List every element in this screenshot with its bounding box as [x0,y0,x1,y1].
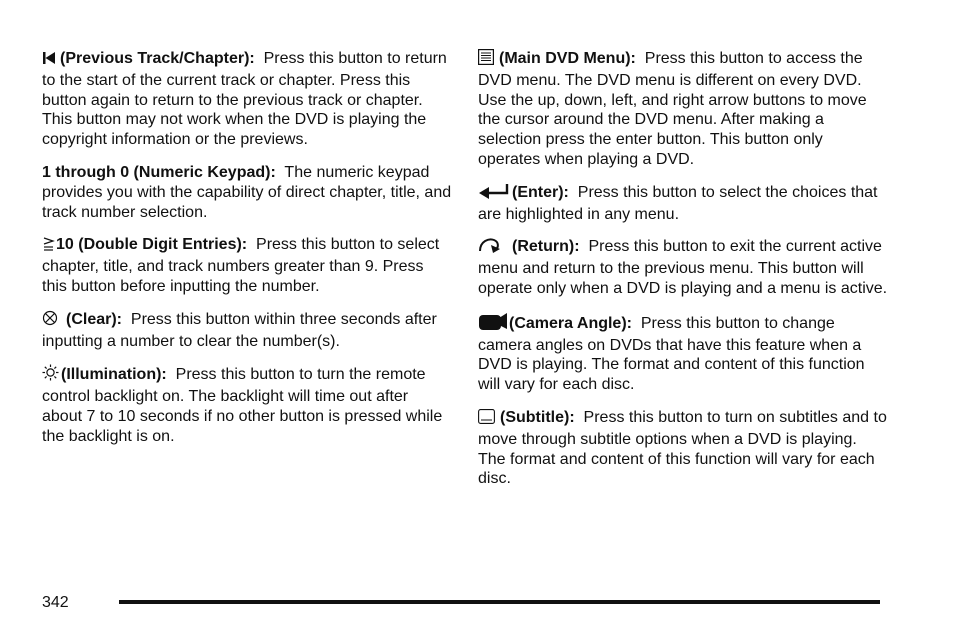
entry-text: Press this button within three seconds after inputting a number to clear the number(s). [42,310,437,350]
entry-label: 1 through 0 (Numeric Keypad): [42,163,276,181]
entry-text: Press this button to access the DVD menu. The DVD menu is different on every DVD. Use the up, down, left, and right arrow buttons to move the cursor around the DVD menu. After making a selection press the enter button. This button only operates when playing a DVD. [478,50,867,168]
main-dvd-menu-icon [478,49,494,71]
entry-text: Press this button to exit the current active menu and return to the previous menu. This button will operate only when a DVD is playing and a menu is active. [478,238,888,297]
entry-clear [42,310,452,352]
entry-label: 10 (Double Digit Entries): [56,236,248,254]
return-icon [478,237,502,259]
entry-text: Press this button to change camera angles on DVDs that have this feature when a DVD is playing. The format and content of this function will vary for each disc. [478,314,865,394]
illumination-icon [42,364,59,387]
entry-text: Press this button to turn the remote control backlight on. The backlight will time out after about 7 to 10 seconds if no other button is pressed while the backlight is on. [42,366,443,445]
footer-rule [119,600,880,604]
entry-camera-angle [478,312,888,395]
entry-text: Press this button to turn on subtitles and to move through subtitle options when a DVD is playing. The format and content of this function will vary for each disc. [478,408,887,488]
subtitle-icon [478,409,495,430]
entry-main-dvd-menu [478,49,888,170]
entry-text: Press this button to select the choices that are highlighted in any menu. [478,183,878,223]
entry-numeric-keypad [42,163,452,222]
entry-text: Press this button to return to the start of the current track or chapter. Press this button again to return to the previous track or chapter. This button may not work when the DVD is playing the copyright information or the previews. [42,50,447,149]
enter-icon [478,183,510,205]
entry-text: Press this button to select chapter, title, and track numbers greater than 9. Press this button before inputting the number. [42,236,440,295]
right-column [478,49,888,502]
entry-double-digit [42,235,452,296]
clear-icon [42,310,58,332]
entry-text: The numeric keypad provides you with the capability of direct chapter, title, and track number selection. [42,163,452,221]
entry-label: (Subtitle): [500,408,575,426]
double-digit-icon [42,235,55,257]
page-number: 342 [42,594,69,611]
entry-return [478,237,888,298]
entry-subtitle [478,408,888,489]
entry-label: (Illumination): [61,366,167,384]
camera-angle-icon [478,312,508,336]
left-column [42,49,452,460]
entry-label: (Enter): [512,183,569,201]
entry-label: (Return): [512,238,580,256]
entry-enter [478,183,888,225]
previous-track-icon [42,51,56,71]
entry-label: (Camera Angle): [509,314,632,332]
entry-label: (Previous Track/Chapter): [60,50,255,67]
entry-label: (Main DVD Menu): [499,50,636,67]
entry-illumination [42,364,452,446]
entry-previous-track [42,49,452,150]
entry-label: (Clear): [66,310,123,328]
